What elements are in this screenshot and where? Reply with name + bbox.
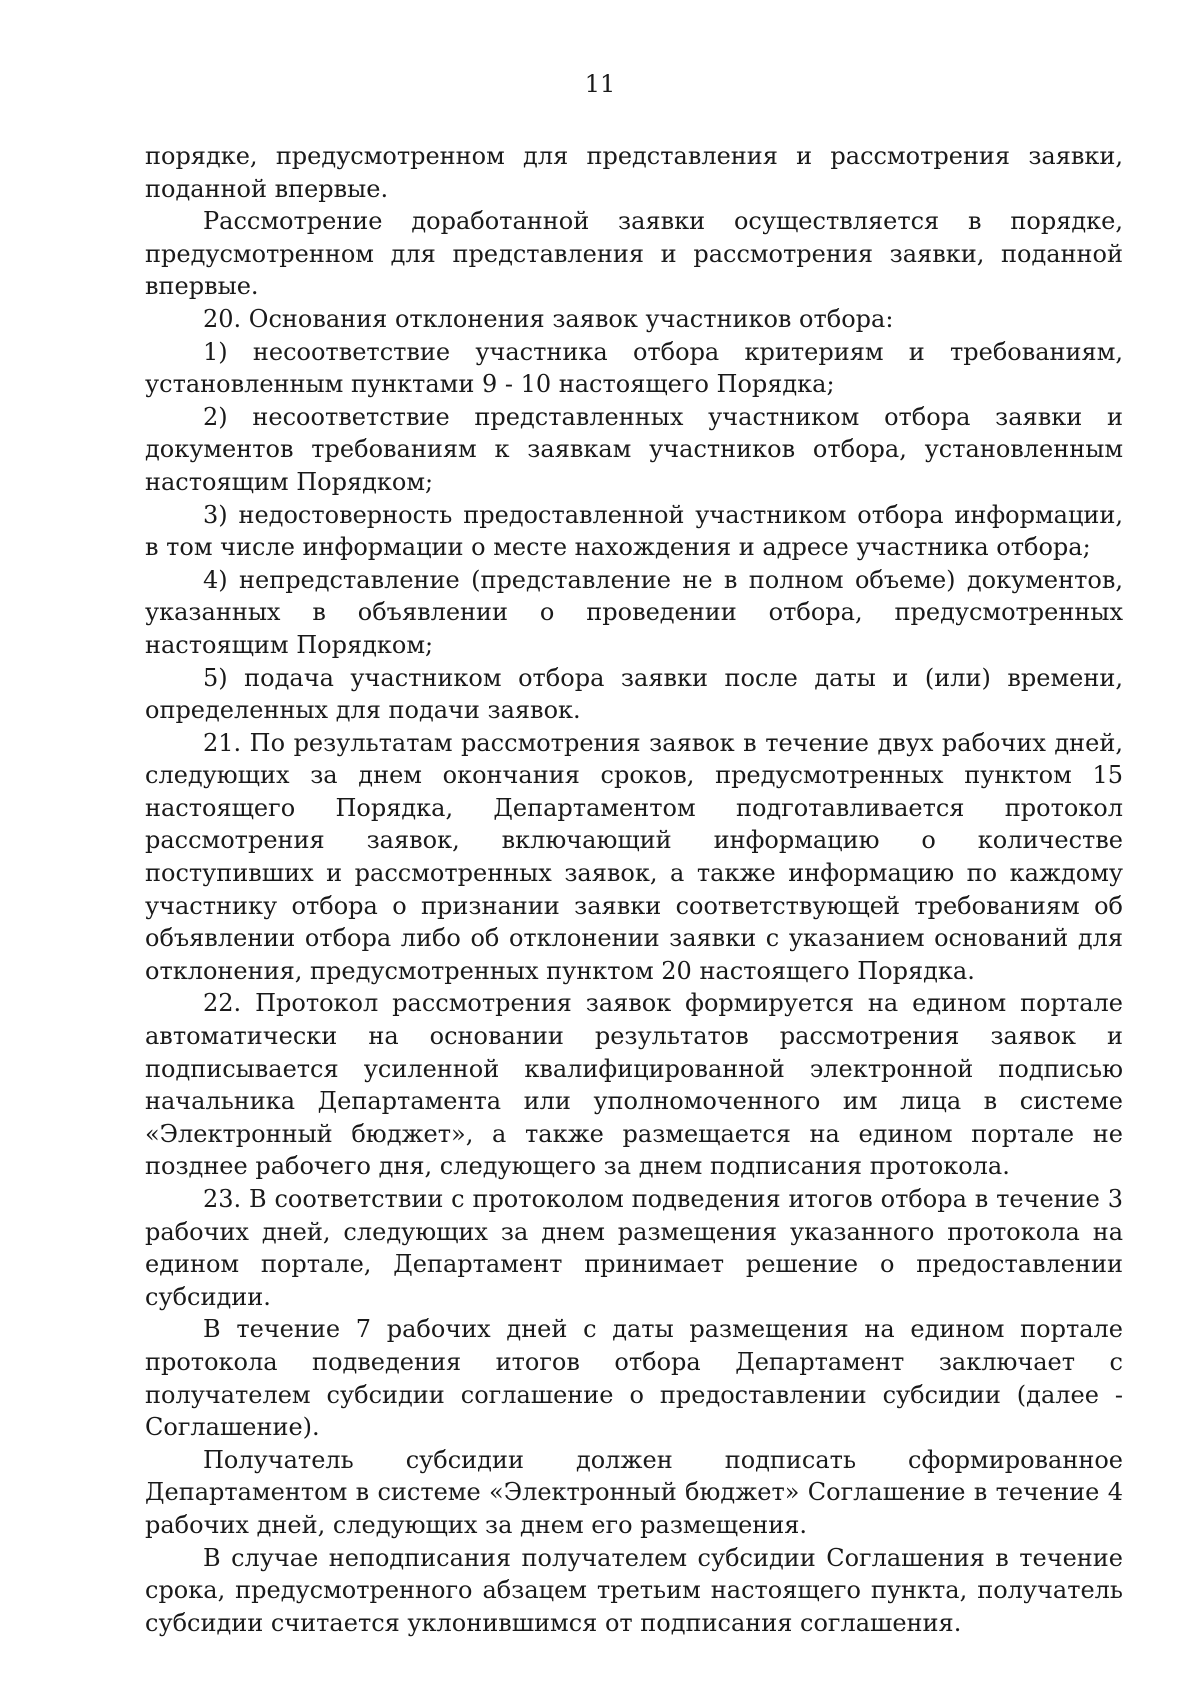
document-body — [145, 140, 1123, 1639]
paragraph-signing-obligation: Получатель субсидии должен подписать сформированное Департаментом в системе «Электронный бюджет» Соглашение в течение 4 рабочих дней, следующих за днем его размещения. — [145, 1445, 1123, 1539]
paragraph-evasion: В случае неподписания получателем субсидии Соглашения в течение срока, предусмотренного абзацем третьим настоящего пункта, получатель субсидии считается уклонившимся от подписания соглашения. — [145, 1543, 1123, 1637]
paragraph-subitem-5: 5) подача участником отбора заявки после даты и (или) времени, определенных для подачи заявок. — [145, 663, 1123, 725]
paragraph-subitem-1: 1) несоответствие участника отбора критериям и требованиям, установленным пунктами 9 - 10 настоящего Порядка; — [145, 337, 1123, 399]
paragraph-item-20: 20. Основания отклонения заявок участников отбора: — [203, 304, 894, 333]
paragraph-item-22: 22. Протокол рассмотрения заявок формируется на едином портале автоматически на основании результатов рассмотрения заявок и подписывается усиленной квалифицированной электронной подписью начальника Департамента или уполномоченного им лица в системе «Электронный бюджет», а также размещается на едином портале не позднее рабочего дня, следующего за днем подписания протокола. — [145, 989, 1123, 1181]
paragraph-subitem-4: 4) непредставление (представление не в полном объеме) документов, указанных в объявлении о проведении отбора, предусмотренных настоящим Порядком; — [145, 565, 1123, 659]
paragraph-subitem-3: 3) недостоверность предоставленной участником отбора информации, в том числе информации о месте нахождения и адресе участника отбора; — [145, 500, 1123, 562]
paragraph-subitem-2: 2) несоответствие представленных участником отбора заявки и документов требованиям к заявкам участников отбора, установленным настоящим Порядком; — [145, 402, 1123, 496]
page-number: 11 — [584, 70, 616, 98]
paragraph-revised-application: Рассмотрение доработанной заявки осуществляется в порядке, предусмотренном для представления и рассмотрения заявки, поданной впервые. — [145, 207, 1123, 301]
paragraph-item-23: 23. В соответствии с протоколом подведения итогов отбора в течение 3 рабочих дней, следующих за днем размещения указанного протокола на едином портале, Департамент принимает решение о предоставлении субсидии. — [145, 1185, 1123, 1311]
paragraph-continuation: порядке, предусмотренном для представления и рассмотрения заявки, поданной впервые. — [145, 142, 1123, 203]
paragraph-item-21: 21. По результатам рассмотрения заявок в течение двух рабочих дней, следующих за днем окончания сроков, предусмотренных пунктом 15 настоящего Порядка, Департаментом подготавливается протокол рассмотрения заявок, включающий информацию о количестве поступивших и рассмотренных заявок, а также информацию по каждому участнику отбора о признании заявки соответствующей требованиям об объявлении отбора либо об отклонении заявки с указанием оснований для отклонения, предусмотренных пунктом 20 настоящего Порядка. — [145, 728, 1123, 985]
paragraph-agreement-term: В течение 7 рабочих дней с даты размещения на едином портале протокола подведения итогов отбора Департамент заключает с получателем субсидии соглашение о предоставлении субсидии (далее - Соглашение). — [145, 1315, 1123, 1442]
